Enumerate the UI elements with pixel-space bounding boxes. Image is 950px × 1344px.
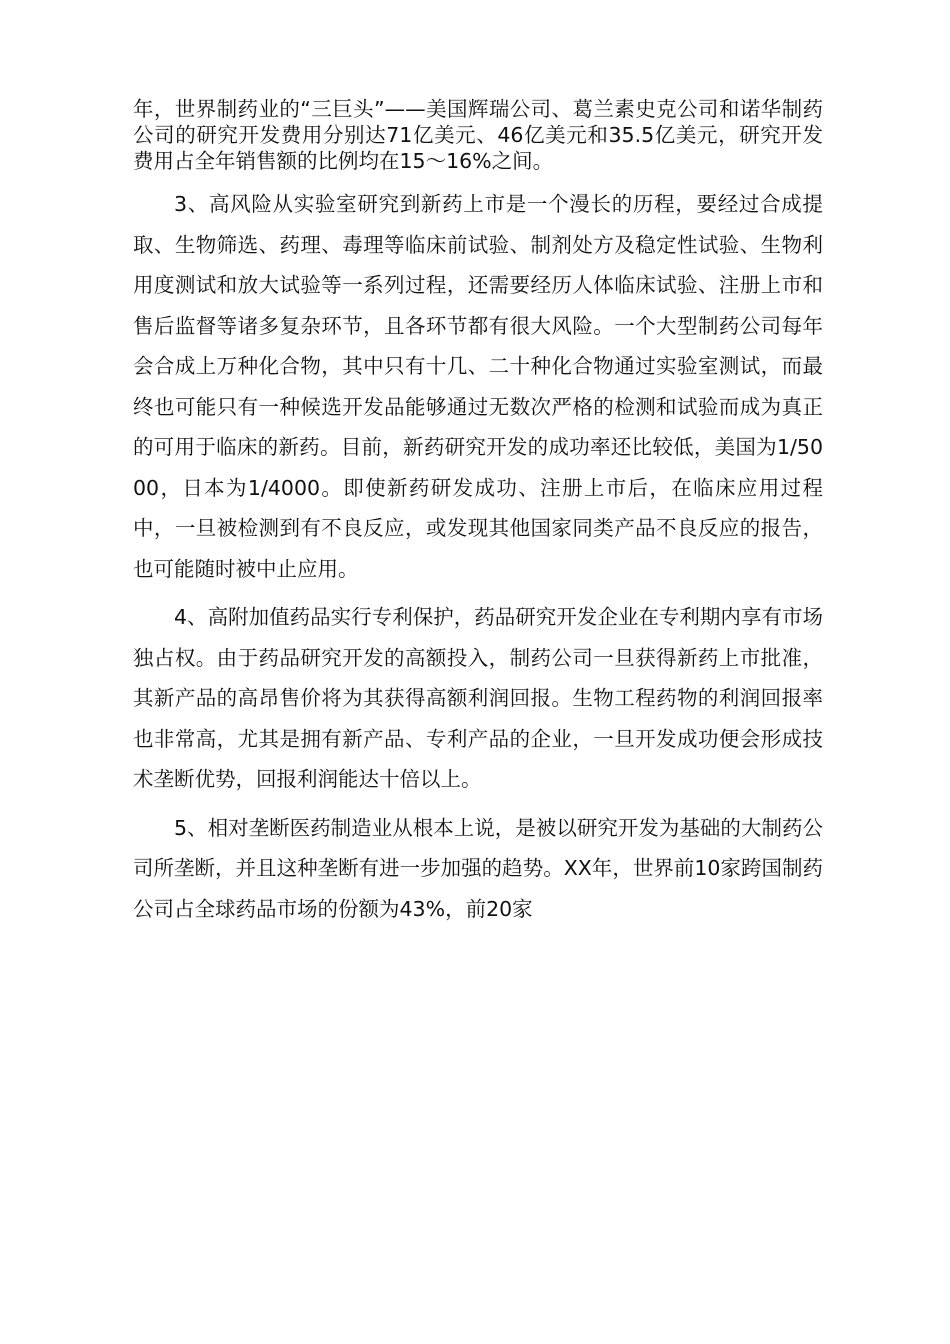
- paragraph-high-value-patent: 4、高附加值药品实行专利保护，药品研究开发企业在专利期内享有市场独占权。由于药品研究开发的高额投入，制药公司一旦获得新药上市批准，其新产品的高昂售价将为其获得高额利润回报。生物工程药物的利润回报率也非常高，尤其是拥有新产品、专利产品的企业，一旦开发成功便会形成技术垄断优势，回报利润能达十倍以上。: [133, 605, 823, 791]
- paragraph-spacer: [133, 800, 823, 808]
- document-body: [133, 96, 823, 929]
- paragraph-high-risk: 3、高风险从实验室研究到新药上市是一个漫长的历程，要经过合成提取、生物筛选、药理、毒理等临床前试验、制剂处方及稳定性试验、生物利用度测试和放大试验等一系列过程，还需要经历人体临床试验、注册上市和售后监督等诸多复杂环节，且各环节都有很大风险。一个大型制药公司每年会合成上万种化合物，其中只有十几、二十种化合物通过实验室测试，而最终也可能只有一种候选开发品能够通过无数次严格的检测和试验而成为真正的可用于临床的新药。目前，新药研究开发的成功率还比较低，美国为1/5000，日本为1/4000。即使新药研发成功、注册上市后，在临床应用过程中，一旦被检测到有不良反应，或发现其他国家同类产品不良反应的报告，也可能随时被中止应用。: [133, 192, 823, 581]
- paragraph-spacer: [133, 174, 823, 184]
- paragraph-monopoly: 5、相对垄断医药制造业从根本上说，是被以研究开发为基础的大制药公司所垄断，并且这种垄断有进一步加强的趋势。XX年，世界前10家跨国制药公司占全球药品市场的份额为43%，前20家: [133, 815, 823, 921]
- paragraph-spacer: [133, 589, 823, 597]
- paragraph-rd-spending: 年，世界制药业的“三巨头”——美国辉瑞公司、葛兰素史克公司和诺华制药公司的研究开发费用分别达71亿美元、46亿美元和35.5亿美元，研究开发费用占全年销售额的比例均在15～16%之间。: [133, 97, 823, 173]
